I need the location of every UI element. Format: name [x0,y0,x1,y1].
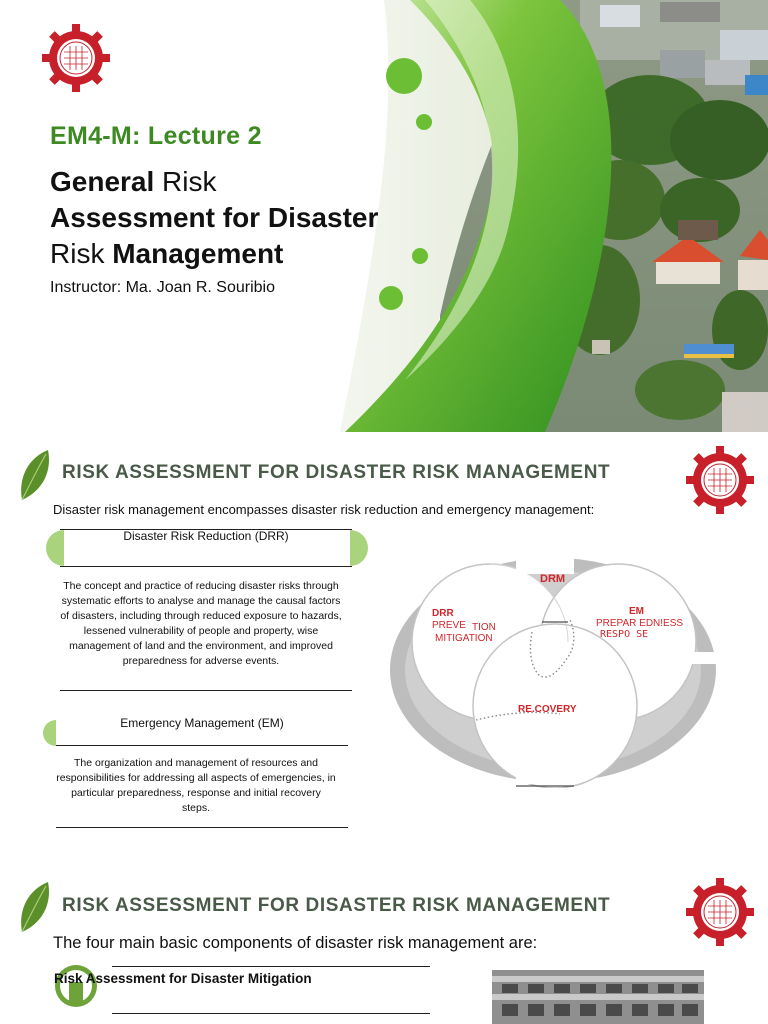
slide-heading: RISK ASSESSMENT FOR DISASTER RISK MANAGEMENT [62,895,611,916]
university-seal-logo [42,24,110,92]
university-seal-logo [686,878,754,946]
em-definition: The organization and management of resources and responsibilities for addressing all aspects of emergencies, in particular preparedness, response and initial recovery steps. [56,757,336,814]
instructor-name: Instructor: Ma. Joan R. Souribio [50,279,275,296]
divider [60,690,352,691]
intro-text: Disaster risk management encompasses disaster risk reduction and emergency management: [53,502,595,517]
prevention-label-b: TION [472,622,496,633]
divider [112,966,430,967]
title-line-1: General Risk [50,166,217,197]
leaf-icon [18,880,52,936]
drr-definition: The concept and practice of reducing disaster risks through systematic efforts to analyse and manage the causal factors of disasters, including through reduced exposure to hazards, lessened vulnerability of people and property, wise management of land and the environment, and improved preparedness for adverse events. [60,580,342,667]
divider [60,566,352,567]
prevention-label-a: PREVE [432,620,466,631]
title-slide [0,0,768,432]
component-number-badge-icon [54,962,98,1010]
drm-overview-slide [0,432,768,864]
divider [56,745,348,746]
lecture-title [50,164,378,272]
recovery-label: RE.COVERY [518,704,577,715]
title-line-2: Assessment for Disaster [50,202,379,233]
drr-heading: Disaster Risk Reduction (DRR) [123,529,289,543]
drm-venn-diagram [390,554,720,788]
course-code: EM4-M: Lecture 2 [50,122,262,150]
drr-label: DRR [432,608,454,619]
drm-components-slide [0,864,768,1024]
em-label: EM [629,606,644,617]
intro-text: The four main basic components of disaster risk management are: [53,934,538,952]
right-pill-cap [350,530,368,566]
left-pill-cap [42,720,56,746]
title-line-3: Risk Management [50,238,284,269]
em-heading: Emergency Management (EM) [120,716,284,730]
preparedness-label: PREPAR EDN!ESS [596,618,684,629]
component-item-1: Risk Assessment for Disaster Mitigation [54,971,312,986]
divider [112,1013,430,1014]
response-label: RESPO SE [600,629,649,640]
mitigation-label: MITIGATION [435,633,493,644]
divider [56,827,348,828]
slide-heading: RISK ASSESSMENT FOR DISASTER RISK MANAGEMENT [62,462,611,483]
drm-label: DRM [540,573,566,585]
leaf-icon [18,448,52,504]
university-seal-logo [686,446,754,514]
building-photo [492,970,704,1024]
